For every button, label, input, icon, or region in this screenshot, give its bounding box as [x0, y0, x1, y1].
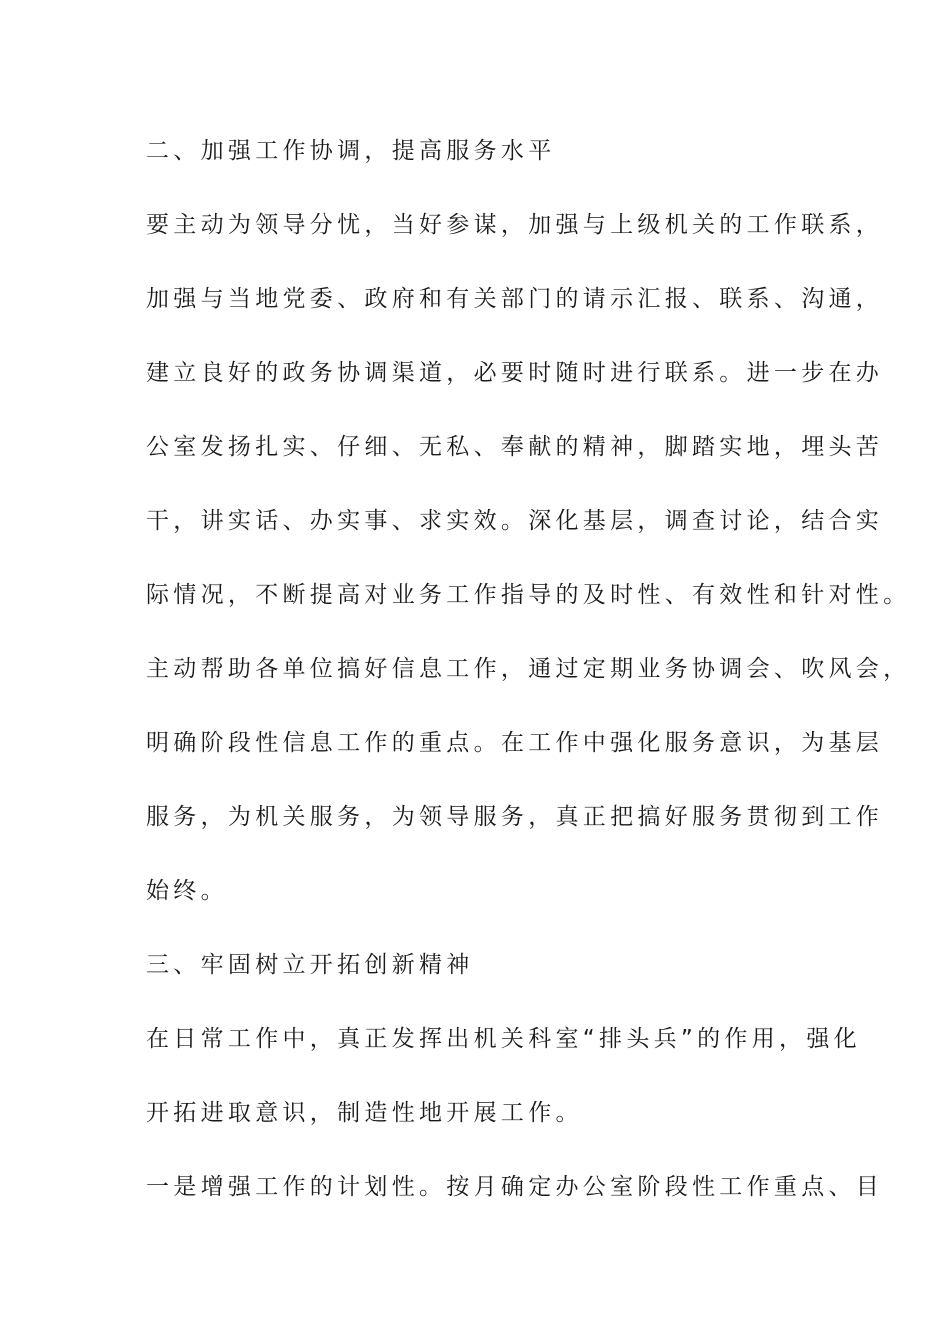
paragraph-line: 始终。: [146, 878, 228, 904]
paragraph-line: 在日常工作中，真正发挥出机关科室“排头兵”的作用，强化: [146, 1026, 861, 1052]
paragraph-line: 服务，为机关服务，为领导服务，真正把搞好服务贯彻到工作: [146, 804, 884, 830]
paragraph-line: 开拓进取意识，制造性地开展工作。: [146, 1100, 583, 1126]
paragraph-line: 建立良好的政务协调渠道，必要时随时进行联系。进一步在办: [146, 360, 884, 386]
paragraph-line: 主动帮助各单位搞好信息工作，通过定期业务协调会、吹风会，: [146, 656, 911, 682]
paragraph-line: 明确阶段性信息工作的重点。在工作中强化服务意识，为基层: [146, 730, 884, 756]
paragraph-line: 加强与当地党委、政府和有关部门的请示汇报、联系、沟通，: [146, 286, 884, 312]
section-heading-3: 三、牢固树立开拓创新精神: [146, 952, 474, 978]
paragraph-line: 要主动为领导分忧，当好参谋，加强与上级机关的工作联系，: [146, 212, 884, 238]
section-heading-2: 二、加强工作协调，提高服务水平: [146, 138, 556, 164]
paragraph-line: 公室发扬扎实、仔细、无私、奉献的精神，脚踏实地，埋头苦: [146, 434, 884, 460]
paragraph-line: 际情况，不断提高对业务工作指导的及时性、有效性和针对性。: [146, 582, 911, 608]
paragraph-line: 干，讲实话、办实事、求实效。深化基层，调查讨论，结合实: [146, 508, 884, 534]
paragraph-line: 一是增强工作的计划性。按月确定办公室阶段性工作重点、目: [146, 1174, 884, 1200]
